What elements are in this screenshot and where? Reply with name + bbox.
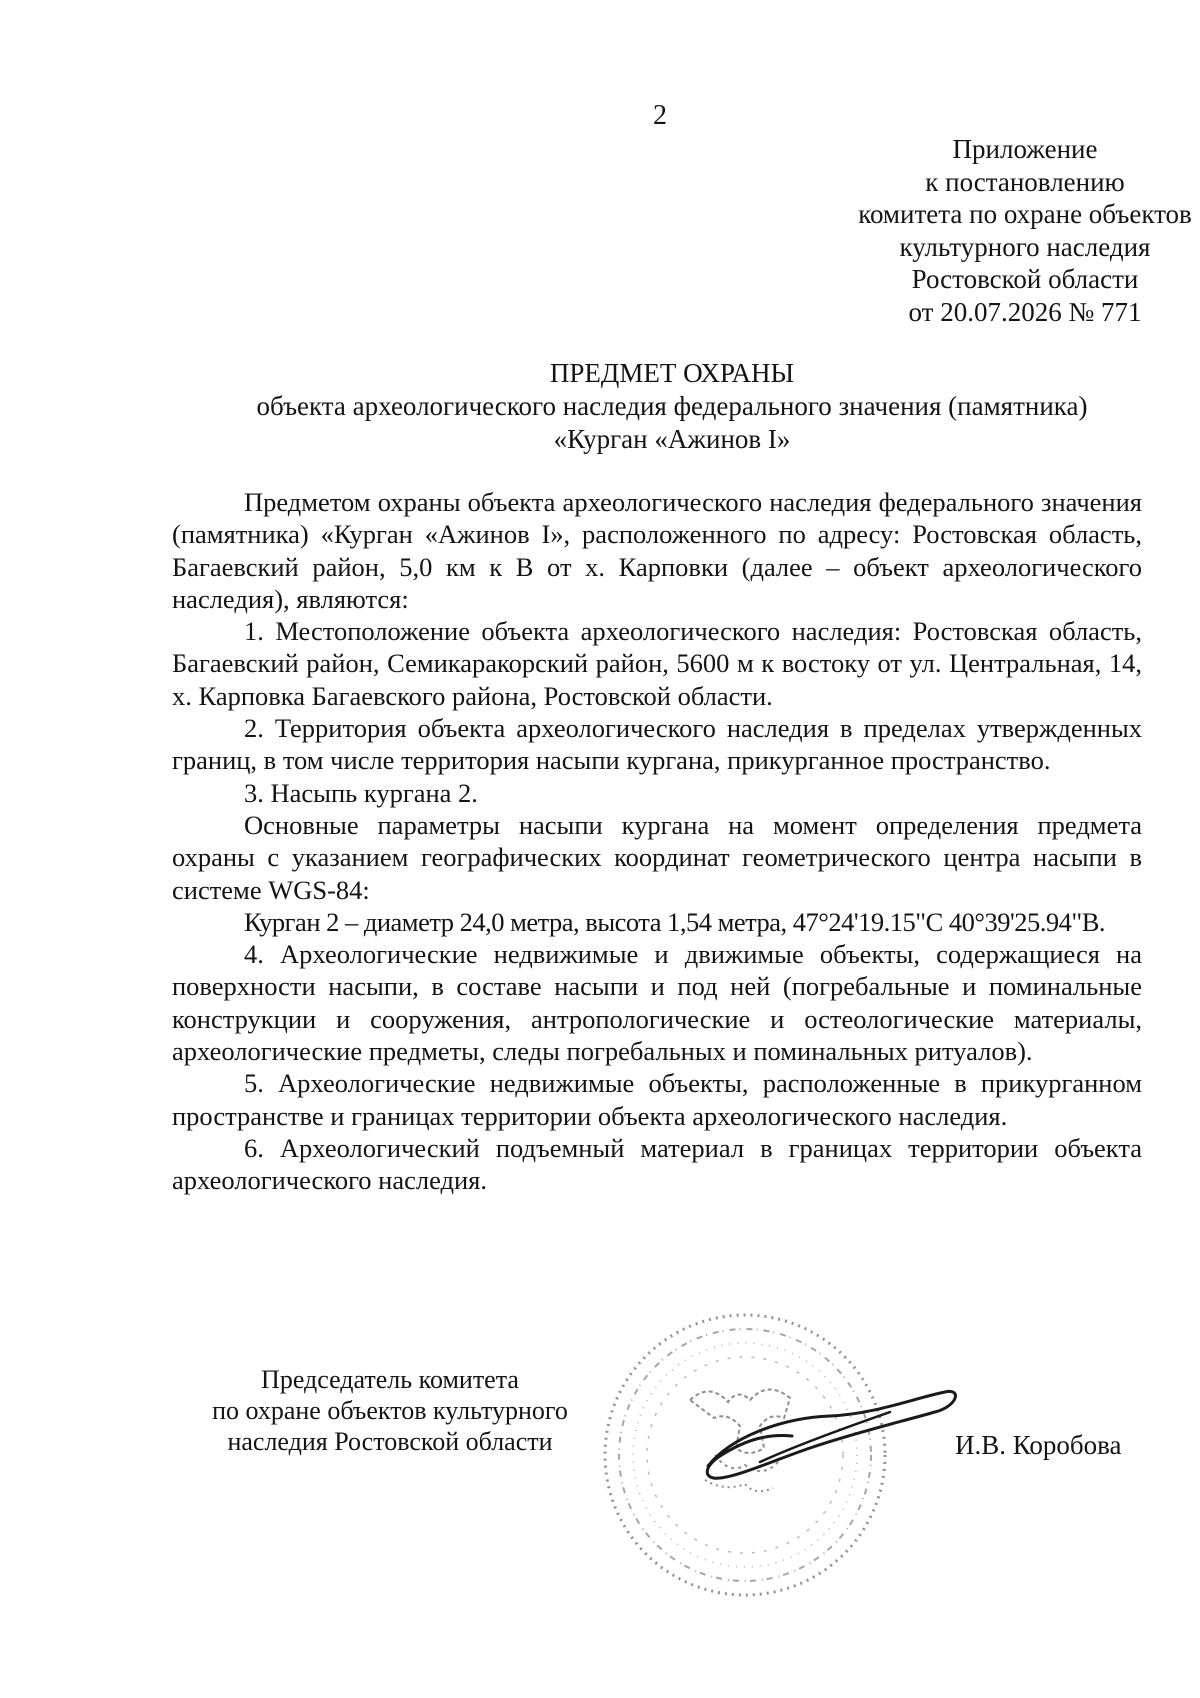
appendix-line: к постановлению [925,166,1125,197]
title-object-name: «Курган «Ажинов I» [553,424,791,454]
signatory-line: наследия Ростовской области [227,1427,553,1456]
item-objects: 4. Археологические недвижимые и движимые объекты, содержащиеся на поверхности насыпи, в составе насыпи и под ней (погребальные и поминальные конструкции и сооружения, антропологические и остеологические материалы, археологические предметы, следы погребальных и поминальных ритуалов). [172,939,1142,1067]
signatory-line: по охране объектов культурного [212,1396,568,1425]
appendix-header [720,133,1200,328]
appendix-line: Ростовской области [911,264,1139,294]
item-location: 1. Местоположение объекта археологического наследия: Ростовская область, Багаевский район, Семикаракорский район, 5600 м к востоку от ул. Центральная, 14, х. Карповка Багаевского района, Ростовской области. [172,616,1142,711]
coordinates-line: Курган 2 – диаметр 24,0 метра, высота 1,54 метра, 47°24'19.15"С 40°39'25.94"В. [244,906,1106,937]
document-title [160,357,1184,456]
signer-name: И.В. Коробова [955,1430,1122,1460]
item-surface-material: 6. Археологический подъемный материал в границах территории объекта археологического наследия. [172,1132,1142,1196]
item-mound: 3. Насыпь кургана 2. [244,777,478,808]
appendix-line: Приложение [952,134,1098,164]
handwritten-signature [700,1378,960,1488]
title-subtitle: объекта археологического наследия федерального значения (памятника) [256,391,1088,421]
appendix-date-number: от 20.07.2026 № 771 [908,296,1142,327]
item-immovable-objects: 5. Археологические недвижимые объекты, расположенные в прикурганном пространстве и границах территории объекта археологического наследия. [172,1068,1142,1131]
item-territory: 2. Территория объекта археологического наследия в пределах утвержденных границ, в том числе территория насыпи кургана, прикурганное пространство. [172,713,1142,776]
appendix-line: культурного наследия [899,231,1151,262]
appendix-line: комитета по охране объектов [858,199,1192,229]
title-heading: ПРЕДМЕТ ОХРАНЫ [549,358,795,388]
signatory-title [180,1364,600,1457]
intro-paragraph: Предметом охраны объекта археологического наследия федерального значения (памятника) «Курган «Ажинов I», расположенного по адресу: Ростовская область, Багаевский район, 5,0 км к В от х. Карповки (далее – объект археологического наследия), являются: [172,487,1142,614]
document-body [172,486,1142,1197]
params-paragraph: Основные параметры насыпи кургана на момент определения предмета охраны с указанием географических координат геометрического центра насыпи в системе WGS-84: [172,809,1142,905]
page-number: 2 [653,100,667,131]
signatory-line: Председатель комитета [261,1365,519,1394]
